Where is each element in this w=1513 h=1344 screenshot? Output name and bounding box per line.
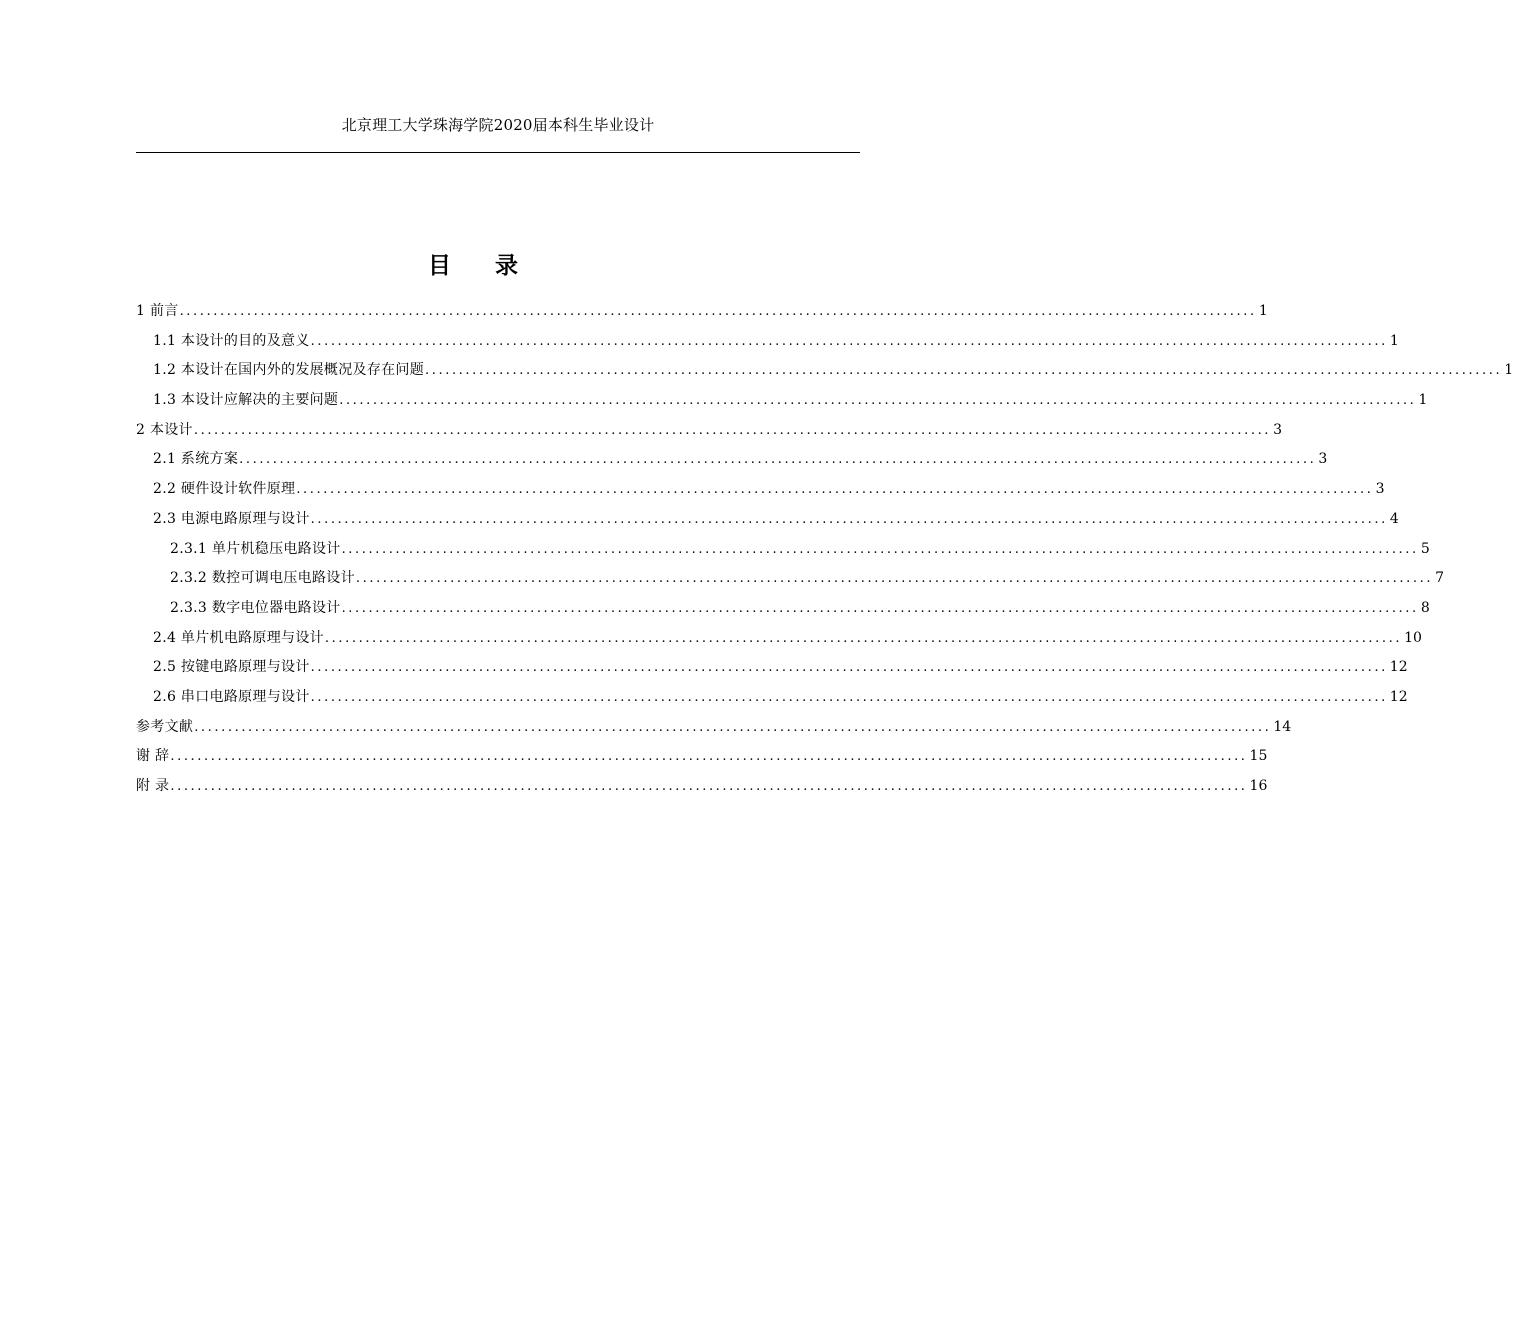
toc-entry-label: 2.2 硬件设计软件原理	[153, 481, 296, 498]
toc-dot-leader: ................................................................................................................................................................	[310, 689, 1388, 705]
toc-entry[interactable]	[136, 772, 1268, 802]
toc-entry-label: 1.2 本设计在国内外的发展概况及存在问题	[153, 362, 425, 379]
toc-dot-leader: ................................................................................................................................................................	[339, 393, 1417, 409]
toc-entry[interactable]	[136, 475, 1385, 505]
toc-entry[interactable]	[136, 683, 1408, 713]
toc-dot-leader: ................................................................................................................................................................	[170, 749, 1248, 765]
toc-entry[interactable]	[136, 594, 1430, 624]
toc-entry[interactable]	[136, 564, 1445, 594]
toc-dot-leader: ................................................................................................................................................................	[324, 630, 1403, 646]
toc-entry-label: 附 录	[136, 778, 170, 794]
toc-dot-leader: ................................................................................................................................................................	[310, 511, 1388, 527]
toc-title: 目 录	[427, 252, 536, 279]
toc-dot-leader: ................................................................................................................................................................	[355, 571, 1434, 587]
header-rule	[136, 152, 860, 153]
toc-entry[interactable]	[136, 445, 1328, 475]
toc-entry-label: 2.1 系统方案	[153, 451, 239, 468]
toc-dot-leader: ................................................................................................................................................................	[239, 452, 1317, 468]
toc-entry-page: 1	[1504, 362, 1513, 379]
toc-dot-leader: ................................................................................................................................................................	[310, 333, 1388, 349]
toc-entry-label: 2.4 单片机电路原理与设计	[153, 629, 324, 646]
toc-dot-leader: ................................................................................................................................................................	[296, 482, 1374, 498]
toc-entry-page: 4	[1389, 510, 1399, 527]
toc-entry-label: 1.1 本设计的目的及意义	[153, 332, 310, 349]
toc-dot-leader: ................................................................................................................................................................	[194, 719, 1272, 735]
toc-entry-page: 1	[1418, 392, 1428, 409]
toc-entry[interactable]	[136, 327, 1399, 357]
toc-dot-leader: ................................................................................................................................................................	[341, 541, 1419, 557]
toc-entry-page: 1	[1389, 332, 1399, 349]
toc-entry-page: 3	[1375, 481, 1385, 498]
toc-entry-label: 参考文献	[136, 718, 194, 735]
toc-entry[interactable]	[136, 653, 1408, 683]
toc-entry-page: 8	[1420, 599, 1430, 616]
toc-entry-page: 10	[1404, 629, 1422, 646]
toc-entry-label: 1.3 本设计应解决的主要问题	[153, 392, 339, 409]
toc-entry-label: 2.3.2 数控可调电压电路设计	[170, 570, 355, 587]
toc-entry-page: 5	[1420, 540, 1430, 557]
toc-entry-label: 谢 辞	[136, 748, 170, 765]
toc-entry[interactable]	[136, 505, 1399, 535]
toc-entry-label: 1 前言	[136, 303, 179, 319]
toc-entry[interactable]	[136, 713, 1292, 743]
toc-entry[interactable]	[136, 297, 1268, 327]
table-of-contents	[136, 297, 1513, 802]
toc-entry-label: 2.5 按键电路原理与设计	[153, 659, 310, 676]
toc-entry-label: 2.3 电源电路原理与设计	[153, 510, 310, 527]
toc-entry-page: 1	[1258, 303, 1268, 319]
toc-entry-page: 3	[1318, 451, 1328, 468]
toc-entry-page: 7	[1435, 570, 1445, 587]
toc-entry-label: 2.6 串口电路原理与设计	[153, 688, 310, 705]
toc-dot-leader: ................................................................................................................................................................	[170, 779, 1248, 794]
toc-entry-label: 2 本设计	[136, 421, 193, 438]
toc-entry-label: 2.3.3 数字电位器电路设计	[170, 599, 341, 616]
toc-entry-page: 12	[1389, 659, 1408, 676]
toc-dot-leader: ................................................................................................................................................................	[425, 363, 1503, 379]
toc-entry-page: 15	[1249, 748, 1268, 765]
toc-dot-leader: ................................................................................................................................................................	[193, 422, 1272, 438]
toc-entry-label: 2.3.1 单片机稳压电路设计	[170, 540, 341, 557]
toc-entry[interactable]	[136, 624, 1422, 654]
toc-entry-page: 16	[1249, 778, 1268, 794]
toc-entry[interactable]	[136, 416, 1283, 446]
toc-dot-leader: ................................................................................................................................................................	[179, 304, 1257, 319]
toc-entry[interactable]	[136, 386, 1428, 416]
toc-entry[interactable]	[136, 356, 1513, 386]
running-header: 北京理工大学珠海学院2020届本科生毕业设计	[341, 116, 655, 134]
toc-entry[interactable]	[136, 742, 1268, 772]
toc-entry[interactable]	[136, 535, 1430, 565]
toc-entry-page: 12	[1389, 688, 1408, 705]
toc-dot-leader: ................................................................................................................................................................	[310, 660, 1388, 676]
toc-entry-page: 14	[1273, 718, 1292, 735]
toc-dot-leader: ................................................................................................................................................................	[341, 600, 1419, 616]
toc-entry-page: 3	[1273, 421, 1283, 438]
